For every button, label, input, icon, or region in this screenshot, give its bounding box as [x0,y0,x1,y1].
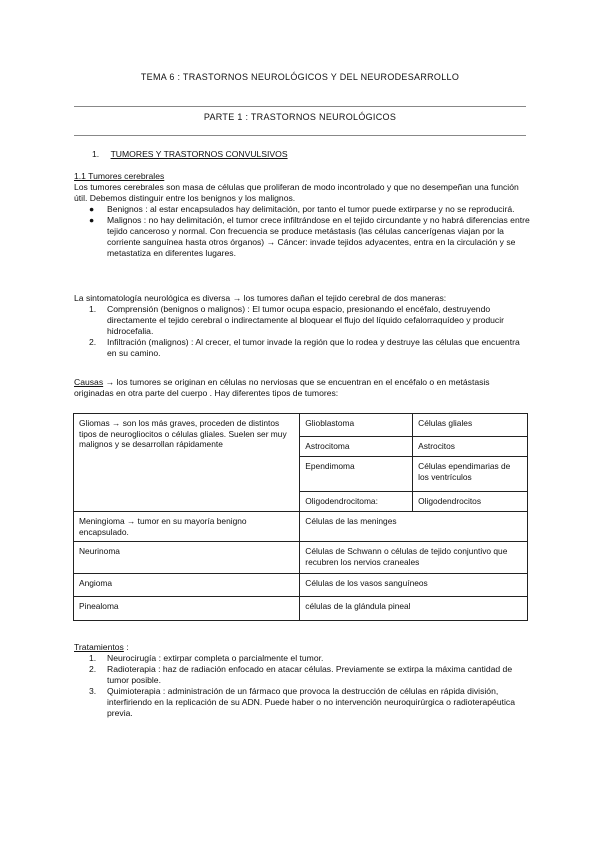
list-item: 2. Infiltración (malignos) : Al crecer, el tumor invade la región que lo rodea y destruye las células que encuentra en su camino. [89,337,520,358]
document-title: TEMA 6 : TRASTORNOS NEUROLÓGICOS Y DEL NEURODESARROLLO [140,72,460,82]
treatments-block [74,642,530,719]
table-cell: Células de las meninges [300,512,528,542]
table-row [74,542,528,574]
table-cell: células de la glándula pineal [300,597,528,621]
tumor-types-table [73,413,528,621]
table-cell: Angioma [74,574,300,597]
table-cell: Pinealoma [74,597,300,621]
table-cell: Oligodendrocitoma: [300,492,413,512]
causes-paragraph: Causas → los tumores se originan en células no nerviosas que se encuentran en el encéfalo o en metástasis originadas en otra parte del cuerpo . Hay diferentes tipos de tumores: [74,377,490,398]
bullet-icon: ● [89,215,95,225]
divider [74,106,526,107]
table-row [74,597,528,621]
table-cell: Neurinoma [74,542,300,574]
table-cell: Glioblastoma [300,414,413,437]
table-cell: Células ependimarias de los ventrículos [413,457,528,492]
table-cell: Células de los vasos sanguíneos [300,574,528,597]
bullet-item: ● Malignos : no hay delimitación, el tumor crece infiltrándose en el tejido circundante y no habrá diferencias entre tejido canceroso y normal. Con frecuencia se produce metástasis (las células cancerígenas viajan por la corriente sanguínea hasta otros órganos) → Cáncer: invade tejidos adyacentes, entra en la circulación y se metastatiza en diferentes lugares. [89,215,530,258]
table-cell: Células de Schwann o células de tejido conjuntivo que recubren los nervios craneales [300,542,528,574]
list-item: 1. Comprensión (benignos o malignos) : El tumor ocupa espacio, presionando el encéfalo, destruyendo directamente el tejido cerebral o indirectamente al bloquear el flujo del líquido cefalorraquídeo y producir hidrocefalia. [89,304,504,336]
gliomas-cell: Gliomas → son los más graves, proceden de distintos tipos de neurogliocitos o células gliales. Suelen ser muy malignos y se desarrollan rápidamente [74,414,300,512]
list-item: 1. Neurocirugía : extirpar completa o parcialmente el tumor. [89,653,324,663]
table-cell: Células gliales [413,414,528,437]
divider [74,135,526,136]
tumors-block [74,171,530,259]
list-item: 2. Radioterapia : haz de radiación enfocado en atacar células. Previamente se extirpa la máxima cantidad de tumor posible. [89,664,513,685]
table-cell: Astrocitos [413,437,528,457]
symptoms-block [74,293,530,359]
bullet-item: ● Benignos : al estar encapsulados hay delimitación, por tanto el tumor puede extirparse y no se reproducirá. [89,204,515,214]
list-item: 3. Quimioterapia : administración de un fármaco que provoca la destrucción de células en rápida división, interfiriendo en la replicación de su ADN. Puede haber o no intervención neuroquirúrgica o radioterapéutica previa. [89,686,515,718]
subsection-heading: 1.1 Tumores cerebrales [74,171,165,181]
intro-paragraph: Los tumores cerebrales son masa de células que proliferan de modo incontrolado y que no desempeñan una función útil. Debemos distinguir entre los benignos y los malignos. [74,182,519,203]
section-label: TUMORES Y TRASTORNOS CONVULSIVOS [110,149,288,159]
table-cell: Ependimoma [300,457,413,492]
bullet-icon: ● [89,204,95,214]
section-number: 1. [92,149,100,159]
table-row [74,512,528,542]
symptoms-intro: La sintomatología neurológica es diversa → los tumores dañan el tejido cerebral de dos maneras: [74,293,447,303]
table-cell: Meningioma → tumor en su mayoría benigno encapsulado. [74,512,300,542]
treatments-heading: Tratamientos : [74,642,129,652]
section-heading [92,149,288,160]
table-row [74,574,528,597]
table-cell: Astrocitoma [300,437,413,457]
table-cell: Oligodendrocitos [413,492,528,512]
part-heading: PARTE 1 : TRASTORNOS NEUROLÓGICOS [203,112,397,122]
